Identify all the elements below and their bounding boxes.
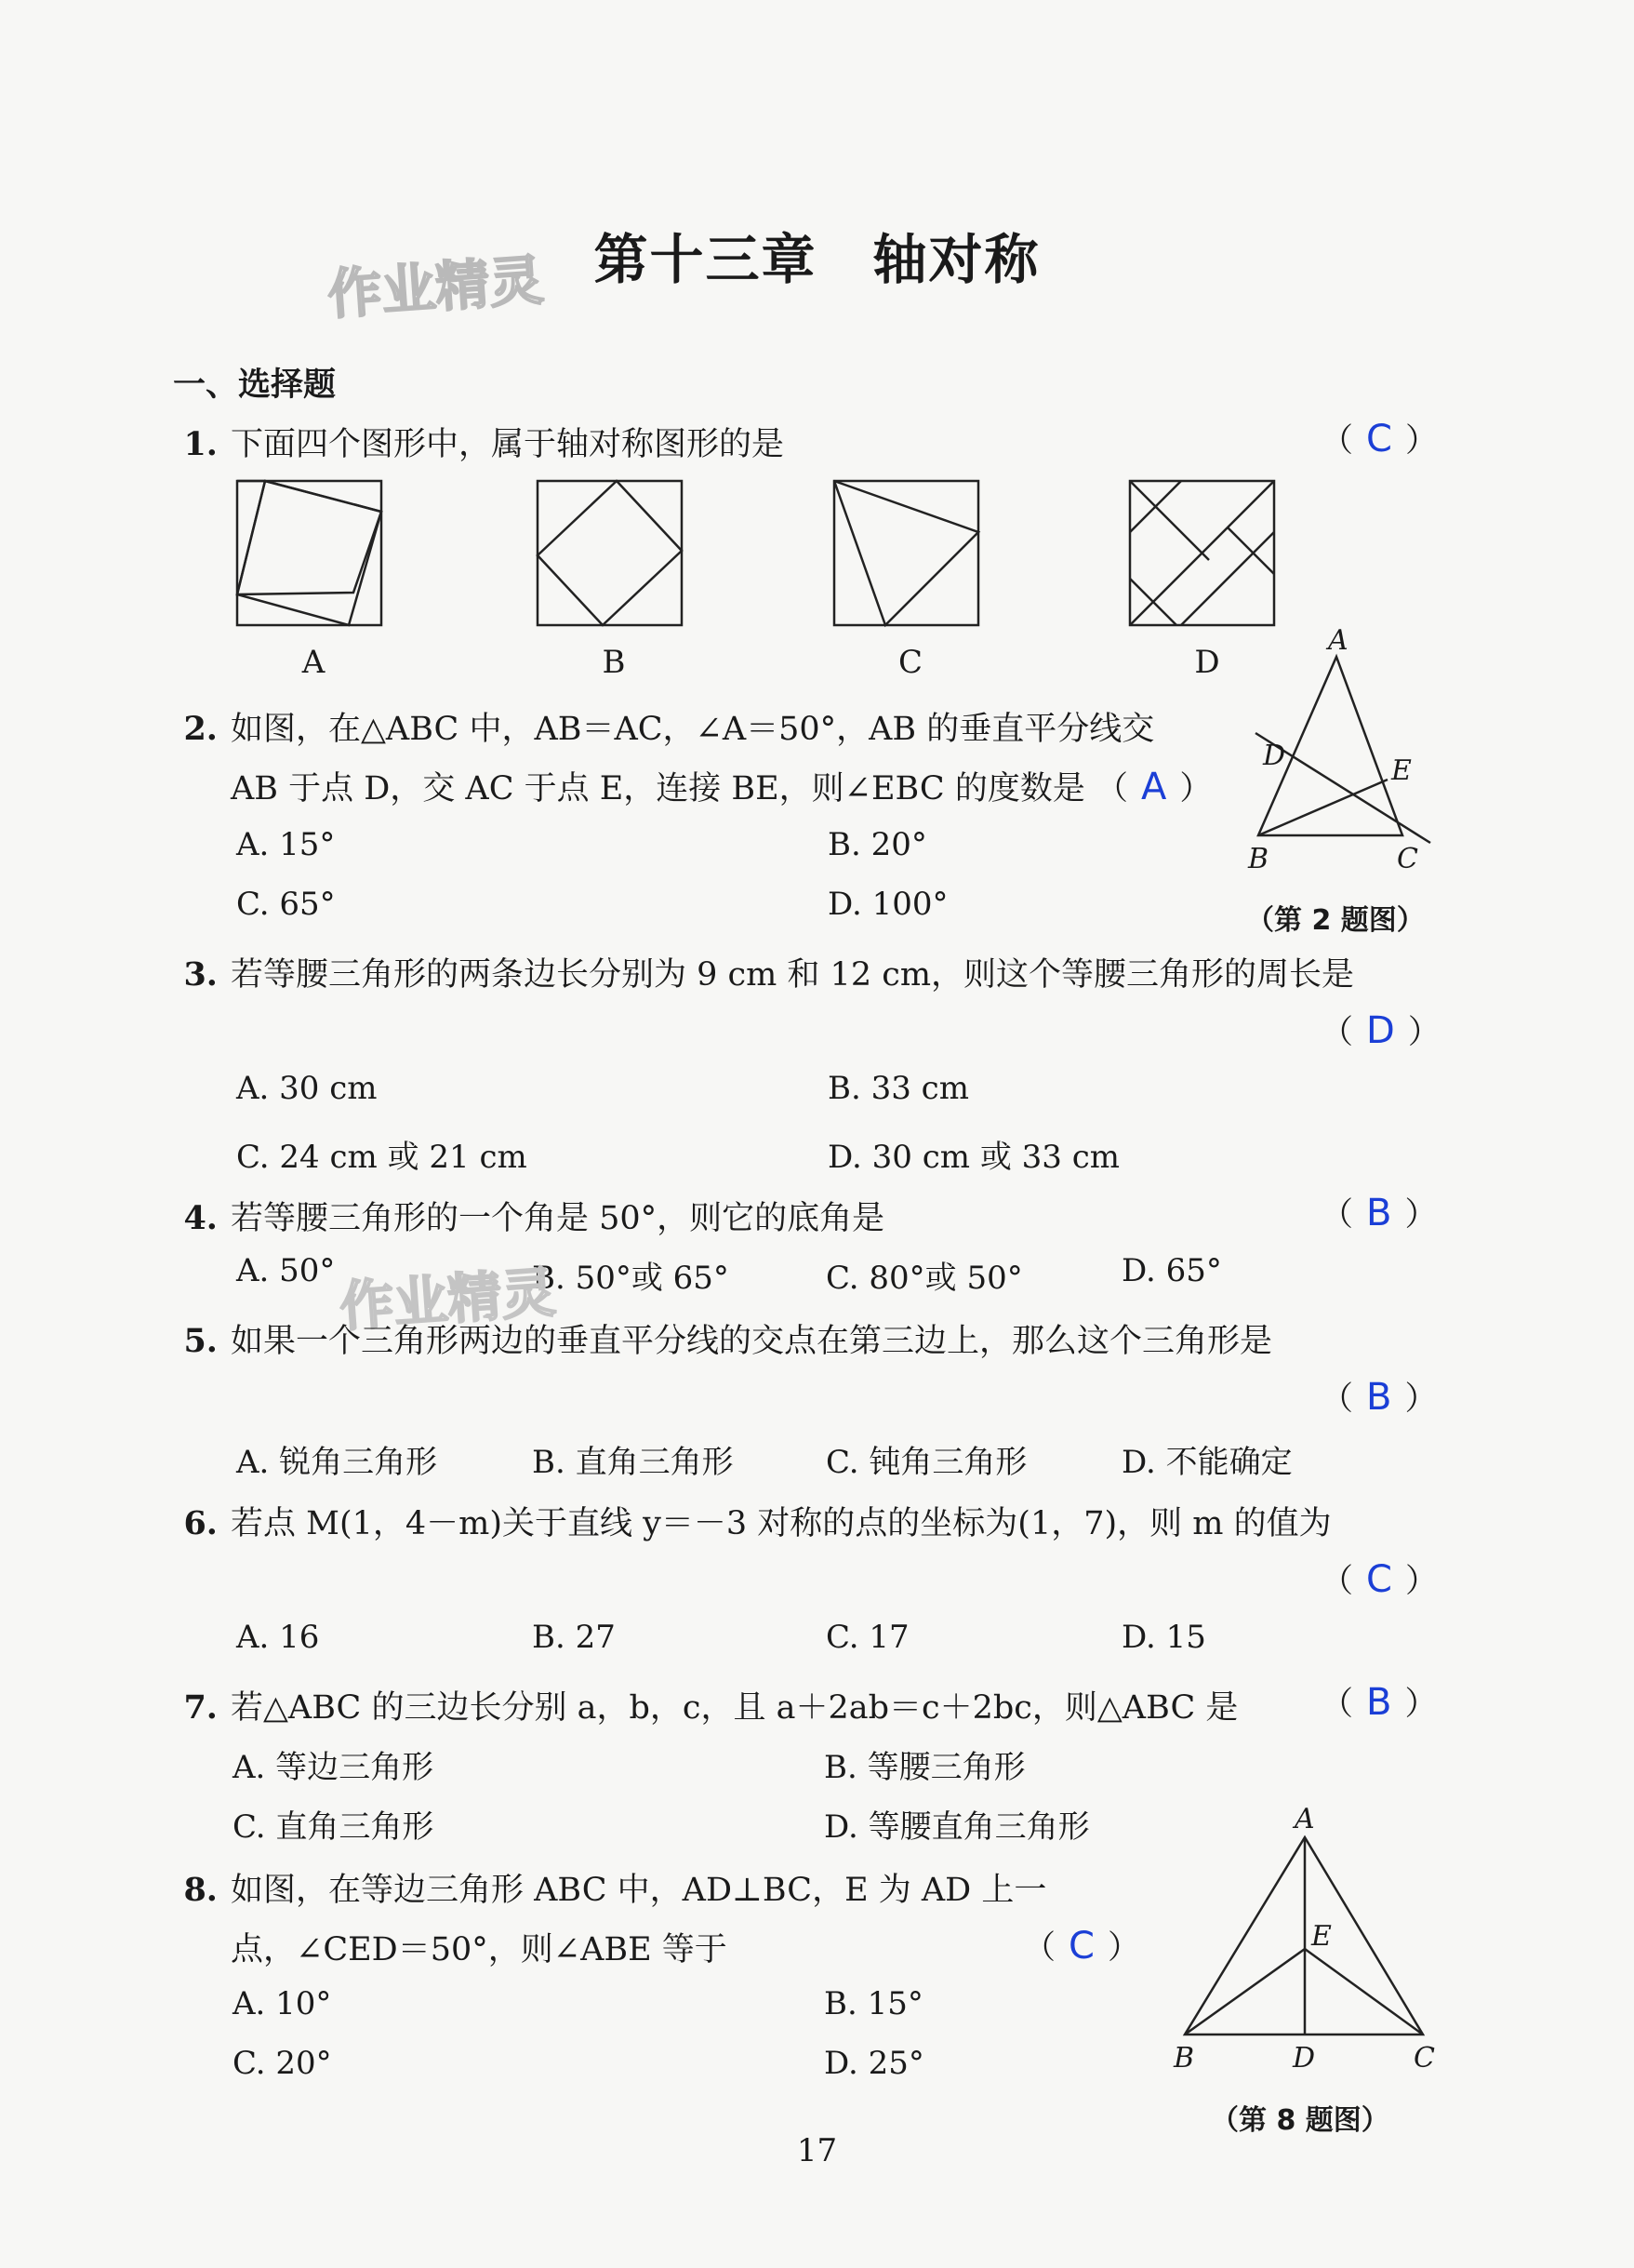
chapter-number: 第十三章	[593, 228, 817, 291]
q7-option-c: C. 直角三角形	[232, 1808, 434, 1846]
figure-label-b: B	[602, 644, 626, 681]
figure-caption-8: （第 8 题图）	[1211, 2104, 1389, 2137]
answer-mark: C	[1069, 1925, 1095, 1968]
q3-option-c: C. 24 cm 或 21 cm	[236, 1139, 527, 1176]
answer-mark: B	[1366, 1376, 1392, 1419]
answer-slot-3: （ D ）	[1321, 1009, 1441, 1052]
answer-mark: B	[1366, 1192, 1392, 1234]
question-2-figure	[1228, 623, 1451, 884]
q6-option-d: D. 15	[1122, 1619, 1206, 1656]
question-text: 如图，在等边三角形 ABC 中，AD⊥BC，E 为 AD 上一	[231, 1872, 1047, 1909]
watermark-logo-2: 作业精灵	[338, 1260, 558, 1339]
answer-slot-8: （ C ）	[1023, 1925, 1140, 1968]
question-3	[173, 949, 1354, 995]
q7-option-b: B. 等腰三角形	[824, 1749, 1026, 1786]
question-1	[173, 419, 784, 465]
point-a: A	[1295, 1803, 1315, 1835]
answer-slot-5: （ B ）	[1321, 1376, 1438, 1419]
question-1-figures	[232, 476, 1283, 634]
figure-caption-2: （第 2 题图）	[1246, 904, 1425, 937]
question-number: 5.	[183, 1322, 218, 1360]
chapter-name: 轴对称	[872, 228, 1041, 291]
q2-option-b: B. 20°	[828, 826, 927, 863]
answer-mark: D	[1366, 1009, 1395, 1052]
question-number: 7.	[183, 1688, 218, 1727]
question-2-line-2: AB 于点 D，交 AC 于点 E，连接 BE，则∠EBC 的度数是 （ A ）	[231, 766, 1213, 808]
answer-mark: C	[1366, 418, 1392, 460]
q5-option-d: D. 不能确定	[1122, 1444, 1293, 1481]
page-number: 17	[796, 2132, 838, 2169]
question-text: 若点 M(1，4－m)关于直线 y＝－3 对称的点的坐标为(1，7)，则 m 的值为	[231, 1505, 1332, 1542]
q2-option-c: C. 65°	[236, 886, 336, 923]
answer-slot-4: （ B ）	[1321, 1192, 1438, 1234]
q4-option-c: C. 80°或 50°	[826, 1260, 1023, 1297]
question-8-line-1	[173, 1864, 1046, 1911]
q6-option-b: B. 27	[532, 1619, 616, 1656]
point-c: C	[1397, 843, 1418, 875]
q3-option-b: B. 33 cm	[828, 1070, 969, 1107]
q8-option-a: A. 10°	[232, 1985, 332, 2022]
question-text: 若等腰三角形的一个角是 50°，则它的底角是	[231, 1200, 885, 1237]
question-text: 若等腰三角形的两条边长分别为 9 cm 和 12 cm，则这个等腰三角形的周长是	[231, 956, 1355, 994]
question-text: 下面四个图形中，属于轴对称图形的是	[231, 426, 785, 463]
point-e: E	[1391, 754, 1412, 787]
q8-option-c: C. 20°	[232, 2045, 332, 2082]
question-number: 6.	[183, 1504, 218, 1542]
figure-b	[538, 481, 682, 625]
q4-option-a: A. 50°	[236, 1252, 336, 1289]
watermark-logo: 作业精灵	[325, 247, 546, 327]
question-number: 4.	[183, 1199, 218, 1237]
q4-option-d: D. 65°	[1122, 1252, 1222, 1289]
question-7	[173, 1682, 1238, 1728]
point-d: D	[1263, 740, 1286, 772]
point-a: A	[1328, 624, 1348, 657]
question-8-line-2	[231, 1924, 727, 1970]
figure-c	[834, 481, 978, 625]
point-d: D	[1293, 2042, 1316, 2075]
question-6	[173, 1498, 1332, 1544]
question-text: 如图，在△ABC 中，AB＝AC，∠A＝50°，AB 的垂直平分线交	[231, 711, 1155, 748]
point-b: B	[1248, 843, 1269, 875]
q6-option-a: A. 16	[236, 1619, 320, 1656]
question-text: 如果一个三角形两边的垂直平分线的交点在第三边上，那么这个三角形是	[231, 1323, 1273, 1360]
section-title: 一、选择题	[173, 367, 337, 404]
chapter-title	[0, 216, 1634, 294]
q5-option-c: C. 钝角三角形	[826, 1444, 1028, 1481]
question-4	[173, 1193, 884, 1239]
answer-mark: A	[1141, 766, 1167, 808]
answer-slot-1: （ C ）	[1321, 418, 1438, 460]
question-number: 8.	[183, 1871, 218, 1909]
q2-option-a: A. 15°	[236, 826, 336, 863]
q8-option-d: D. 25°	[824, 2045, 924, 2082]
question-2-line-1	[173, 703, 1154, 750]
figure-d	[1130, 481, 1274, 625]
q8-option-b: B. 15°	[824, 1985, 923, 2022]
question-text: 若△ABC 的三边长分别 a，b，c，且 a＋2ab＝c＋2bc，则△ABC 是	[231, 1689, 1239, 1727]
question-number: 1.	[183, 425, 218, 463]
answer-mark: B	[1366, 1681, 1392, 1724]
answer-slot-7: （ B ）	[1321, 1681, 1438, 1724]
q7-option-d: D. 等腰直角三角形	[824, 1808, 1090, 1846]
q5-option-a: A. 锐角三角形	[236, 1444, 438, 1481]
question-number: 3.	[183, 955, 218, 994]
question-5	[173, 1315, 1272, 1362]
q4-option-b: B. 50°或 65°	[532, 1260, 729, 1297]
q2-option-d: D. 100°	[828, 886, 949, 923]
figure-a	[237, 481, 381, 625]
figure-label-a: A	[301, 644, 325, 681]
q7-option-a: A. 等边三角形	[232, 1749, 434, 1786]
figure-label-c: C	[897, 644, 923, 681]
q5-option-b: B. 直角三角形	[532, 1444, 734, 1481]
point-c: C	[1414, 2042, 1435, 2075]
question-8-figure	[1162, 1800, 1451, 2079]
question-number: 2.	[183, 710, 218, 748]
question-text: AB 于点 D，交 AC 于点 E，连接 BE，则∠EBC 的度数是	[231, 770, 1085, 807]
q3-option-d: D. 30 cm 或 33 cm	[828, 1139, 1120, 1176]
point-e: E	[1311, 1920, 1332, 1953]
q3-option-a: A. 30 cm	[236, 1070, 378, 1107]
answer-mark: C	[1366, 1558, 1392, 1601]
figure-label-d: D	[1194, 644, 1220, 681]
answer-slot-6: （ C ）	[1321, 1558, 1438, 1601]
q6-option-c: C. 17	[826, 1619, 910, 1656]
point-b: B	[1174, 2042, 1195, 2075]
question-text: 点，∠CED＝50°，则∠ABE 等于	[231, 1931, 727, 1968]
